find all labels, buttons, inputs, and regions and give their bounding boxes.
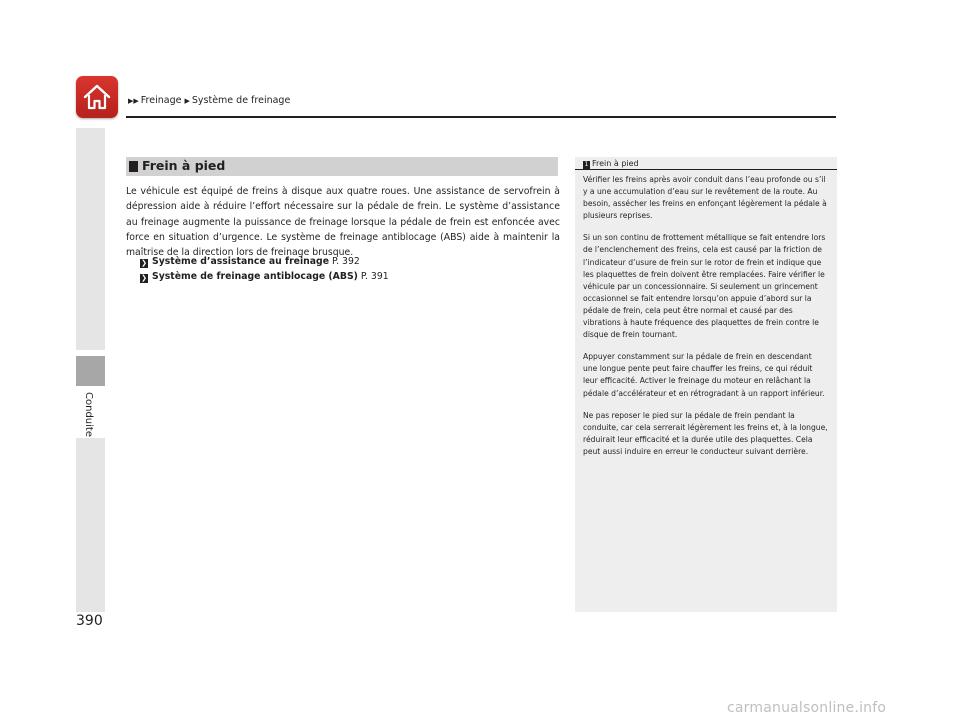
breadcrumb-item[interactable]: Système de freinage — [191, 95, 291, 106]
side-tab-block — [76, 128, 105, 350]
section-header — [126, 157, 558, 176]
side-tab-block — [76, 438, 105, 612]
section-title: Frein à pied — [142, 158, 226, 173]
reference-title: Système d’assistance au freinage — [152, 256, 330, 267]
reference-link[interactable] — [140, 269, 389, 284]
breadcrumb-arrow-icon: ▶▶ — [128, 97, 139, 105]
header-divider — [126, 116, 836, 118]
breadcrumb-item[interactable]: Freinage — [140, 95, 182, 106]
side-tab-active[interactable] — [76, 356, 105, 386]
page-number: 390 — [76, 613, 103, 629]
sidebar-paragraph: Appuyer constamment sur la pédale de frein en descendant une longue pente peut faire chauffer les freins, ce qui réduit leur efficacité. Activer le freinage du moteur en relâchant la pédale d’accélérateur et en rétrogradant à un rapport inférieur. — [583, 352, 825, 398]
sidebar-heading — [583, 159, 639, 169]
sidebar-number: 1 — [584, 161, 589, 168]
sidebar-title: Frein à pied — [592, 159, 639, 168]
side-tab-label: Conduite — [83, 392, 94, 437]
breadcrumb-arrow-icon: ▶ — [184, 97, 190, 105]
sidebar-paragraph: Ne pas reposer le pied sur la pédale de frein pendant la conduite, car cela serrerait légèrement les freins et, à la longue, réduirait leur efficacité et la durée utile des plaquettes. Cela peut aussi induire en erreur le conducteur suivant derrière. — [583, 410, 828, 456]
sidebar-divider — [575, 169, 837, 170]
reference-page: P. 391 — [360, 271, 389, 282]
watermark: carmanualsonline.info — [727, 700, 887, 716]
reference-link[interactable] — [140, 254, 389, 269]
reference-arrow-icon: ❯ — [141, 259, 147, 267]
home-icon — [82, 82, 112, 112]
section-paragraph: Le véhicule est équipé de freins à disque aux quatre roues. Une assistance de servofrein à dépression aide à réduire l’effort nécessaire sur la pédale de frein. Le système d’assistance au freinage augmente la puissance de freinage lorsque la pédale de frein est enfoncée avec force en situation d’urgence. Le système de freinage antiblocage (ABS) aide à maintenir la maîtrise de la direction lors de freinage brusque. — [126, 186, 560, 259]
reference-page: P. 392 — [331, 256, 360, 267]
breadcrumb — [128, 95, 290, 106]
sidebar-paragraph: Vérifier les freins après avoir conduit dans l’eau profonde ou s’il y a une accumulation d’eau sur le revêtement de la route. Au besoin, assécher les freins en enfonçant légèrement la pédale à plusieurs reprises. — [583, 175, 827, 221]
sidebar-paragraph: Si un son continu de frottement métallique se fait entendre lors de l’enclenchement des freins, cela est causé par la friction de l’indicateur d’usure de frein sur le rotor de frein et indique que les plaquettes de frein doivent être remplacées. Faire vérifier le véhicule par un concessionnaire. Si seulement un grincement occasionnel se fait entendre lorsqu’on appuie d’abord sur la pédale de frein, cela peut être normal et causé par des vibrations à haute fréquence des plaquettes de frein contre le disque de frein tournant. — [583, 233, 826, 340]
reference-title: Système de freinage antiblocage (ABS) — [152, 271, 358, 282]
reference-arrow-icon: ❯ — [141, 274, 147, 282]
section-marker-icon — [129, 161, 138, 172]
reference-list — [140, 254, 389, 284]
sidebar-body — [583, 174, 828, 468]
home-button[interactable] — [76, 76, 118, 118]
